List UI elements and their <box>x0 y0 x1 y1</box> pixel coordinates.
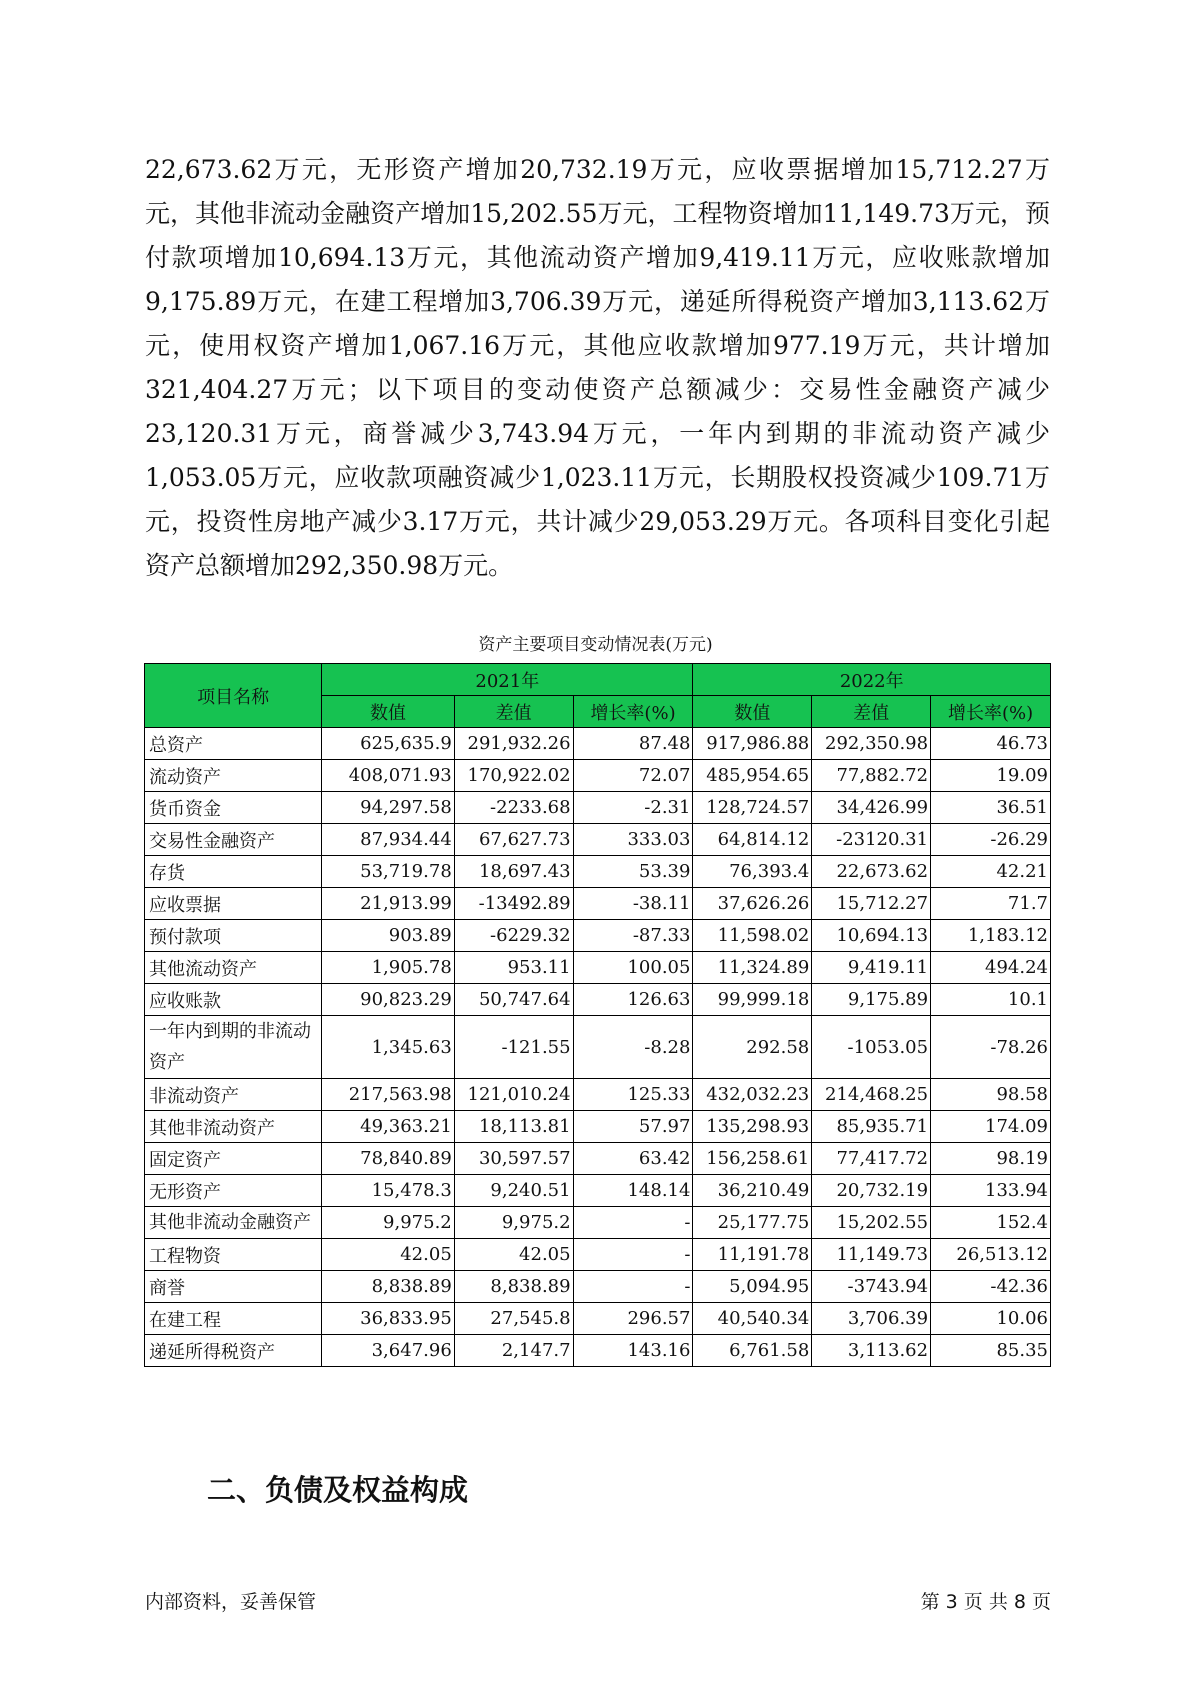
table-cell: 30,597.57 <box>454 1143 573 1175</box>
table-cell: -13492.89 <box>454 888 573 920</box>
table-cell: 10.06 <box>931 1303 1051 1335</box>
table-cell: -8.28 <box>573 1016 693 1079</box>
table-cell: 214,468.25 <box>812 1079 931 1111</box>
table-cell: 125.33 <box>573 1079 693 1111</box>
table-cell: 19.09 <box>931 760 1051 792</box>
table-cell: 87.48 <box>573 728 693 760</box>
table-row <box>145 856 1051 888</box>
table-cell: 917,986.88 <box>693 728 812 760</box>
table-cell: 135,298.93 <box>693 1111 812 1143</box>
row-item-name: 固定资产 <box>145 1143 322 1175</box>
table-row <box>145 1207 1051 1239</box>
table-body <box>145 728 1051 1367</box>
section-heading: 二、负债及权益构成 <box>207 1473 469 1507</box>
footer-page-number: 第 3 页 共 8 页 <box>920 1591 1051 1613</box>
table-cell: 6,761.58 <box>693 1335 812 1367</box>
table-cell: 53,719.78 <box>322 856 455 888</box>
table-row <box>145 888 1051 920</box>
table-cell: 5,094.95 <box>693 1271 812 1303</box>
table-cell: 25,177.75 <box>693 1207 812 1239</box>
table-cell: 18,113.81 <box>454 1111 573 1143</box>
table-cell: - <box>573 1207 693 1239</box>
table-cell: -26.29 <box>931 824 1051 856</box>
table-cell: 42.05 <box>454 1239 573 1271</box>
table-cell: -2.31 <box>573 792 693 824</box>
row-item-name: 应收票据 <box>145 888 322 920</box>
table-cell: 15,202.55 <box>812 1207 931 1239</box>
table-cell: 98.58 <box>931 1079 1051 1111</box>
table-row <box>145 984 1051 1016</box>
row-item-name: 货币资金 <box>145 792 322 824</box>
table-row <box>145 760 1051 792</box>
table-cell: 15,712.27 <box>812 888 931 920</box>
row-item-name: 存货 <box>145 856 322 888</box>
table-cell: 148.14 <box>573 1175 693 1207</box>
table-cell: 50,747.64 <box>454 984 573 1016</box>
table-cell: 291,932.26 <box>454 728 573 760</box>
table-row <box>145 952 1051 984</box>
body-paragraph: 22,673.62万元，无形资产增加20,732.19万元，应收票据增加15,712.27万元，其他非流动金融资产增加15,202.55万元，工程物资增加11,149.73万元，预付款项增加10,694.13万元，其他流动资产增加9,419.11万元，应收账款增加9,175.89万元，在建工程增加3,706.39万元，递延所得税资产增加3,113.62万元，使用权资产增加1,067.16万元，其他应收款增加977.19万元，共计增加321,404.27万元；以下项目的变动使资产总额减少：交易性金融资产减少23,120.31万元，商誉减少3,743.94万元，一年内到期的非流动资产减少1,053.05万元，应收款项融资减少1,023.11万元，长期股权投资减少109.71万元，投资性房地产减少3.17万元，共计减少29,053.29万元。各项科目变化引起资产总额增加292,350.98万元。 <box>145 155 1050 580</box>
table-cell: 15,478.3 <box>322 1175 455 1207</box>
column-header-year-2022: 2022年 <box>693 664 1051 696</box>
table-cell: 121,010.24 <box>454 1079 573 1111</box>
table-cell: 3,706.39 <box>812 1303 931 1335</box>
table-cell: 49,363.21 <box>322 1111 455 1143</box>
table-row <box>145 824 1051 856</box>
table-cell: 494.24 <box>931 952 1051 984</box>
table-cell: -38.11 <box>573 888 693 920</box>
table-cell: 903.89 <box>322 920 455 952</box>
table-cell: 296.57 <box>573 1303 693 1335</box>
row-item-name: 流动资产 <box>145 760 322 792</box>
table-row <box>145 920 1051 952</box>
table-row <box>145 792 1051 824</box>
column-header-value-2022: 数值 <box>693 696 812 728</box>
table-cell: 1,905.78 <box>322 952 455 984</box>
row-item-name: 递延所得税资产 <box>145 1335 322 1367</box>
row-item-name: 应收账款 <box>145 984 322 1016</box>
table-cell: - <box>573 1239 693 1271</box>
table-cell: -78.26 <box>931 1016 1051 1079</box>
row-item-name: 商誉 <box>145 1271 322 1303</box>
column-header-diff-2021: 差值 <box>454 696 573 728</box>
table-cell: 11,149.73 <box>812 1239 931 1271</box>
table-cell: 3,647.96 <box>322 1335 455 1367</box>
row-item-name: 一年内到期的非流动资产 <box>145 1016 322 1079</box>
table-cell: 53.39 <box>573 856 693 888</box>
table-cell: 67,627.73 <box>454 824 573 856</box>
table-cell: 26,513.12 <box>931 1239 1051 1271</box>
table-cell: 46.73 <box>931 728 1051 760</box>
table-row <box>145 1143 1051 1175</box>
table-cell: 9,240.51 <box>454 1175 573 1207</box>
table-cell: 3,113.62 <box>812 1335 931 1367</box>
table-cell: 37,626.26 <box>693 888 812 920</box>
row-item-name: 其他非流动金融资产 <box>145 1207 322 1239</box>
row-item-name: 预付款项 <box>145 920 322 952</box>
row-item-name: 在建工程 <box>145 1303 322 1335</box>
table-row <box>145 1239 1051 1271</box>
row-item-name: 其他非流动资产 <box>145 1111 322 1143</box>
table-cell: 10,694.13 <box>812 920 931 952</box>
table-cell: 78,840.89 <box>322 1143 455 1175</box>
table-row <box>145 1303 1051 1335</box>
table-cell: -3743.94 <box>812 1271 931 1303</box>
table-row <box>145 1175 1051 1207</box>
column-header-growth-2022: 增长率(%) <box>931 696 1051 728</box>
table-cell: 292,350.98 <box>812 728 931 760</box>
table-cell: 36.51 <box>931 792 1051 824</box>
table-cell: 21,913.99 <box>322 888 455 920</box>
table-cell: 8,838.89 <box>454 1271 573 1303</box>
table-cell: 170,922.02 <box>454 760 573 792</box>
table-cell: 2,147.7 <box>454 1335 573 1367</box>
column-header-name: 项目名称 <box>145 664 322 728</box>
table-cell: 9,975.2 <box>454 1207 573 1239</box>
table-cell: 42.21 <box>931 856 1051 888</box>
table-cell: 953.11 <box>454 952 573 984</box>
table-cell: 22,673.62 <box>812 856 931 888</box>
table-cell: -23120.31 <box>812 824 931 856</box>
table-cell: 27,545.8 <box>454 1303 573 1335</box>
table-cell: -1053.05 <box>812 1016 931 1079</box>
table-cell: 76,393.4 <box>693 856 812 888</box>
column-header-growth-2021: 增长率(%) <box>573 696 693 728</box>
asset-change-table <box>144 663 1051 1367</box>
table-cell: 333.03 <box>573 824 693 856</box>
table-cell: 292.58 <box>693 1016 812 1079</box>
table-caption: 资产主要项目变动情况表(万元) <box>478 635 713 655</box>
table-cell: 156,258.61 <box>693 1143 812 1175</box>
table-cell: 18,697.43 <box>454 856 573 888</box>
table-cell: 77,882.72 <box>812 760 931 792</box>
table-cell: 1,183.12 <box>931 920 1051 952</box>
table-cell: 64,814.12 <box>693 824 812 856</box>
table-cell: -42.36 <box>931 1271 1051 1303</box>
table-cell: 90,823.29 <box>322 984 455 1016</box>
table-cell: 128,724.57 <box>693 792 812 824</box>
column-header-year-2021: 2021年 <box>322 664 693 696</box>
table-cell: 408,071.93 <box>322 760 455 792</box>
table-cell: - <box>573 1271 693 1303</box>
table-row <box>145 1335 1051 1367</box>
table-cell: 34,426.99 <box>812 792 931 824</box>
row-item-name: 无形资产 <box>145 1175 322 1207</box>
table-cell: 87,934.44 <box>322 824 455 856</box>
table-cell: 94,297.58 <box>322 792 455 824</box>
table-row <box>145 1016 1051 1079</box>
table-cell: 85,935.71 <box>812 1111 931 1143</box>
table-row <box>145 1079 1051 1111</box>
table-cell: 57.97 <box>573 1111 693 1143</box>
table-cell: 217,563.98 <box>322 1079 455 1111</box>
table-cell: 42.05 <box>322 1239 455 1271</box>
table-cell: 133.94 <box>931 1175 1051 1207</box>
table-cell: 152.4 <box>931 1207 1051 1239</box>
table-row <box>145 728 1051 760</box>
table-cell: 8,838.89 <box>322 1271 455 1303</box>
footer-confidential-note: 内部资料，妥善保管 <box>145 1591 317 1613</box>
table-cell: -6229.32 <box>454 920 573 952</box>
header-row-years <box>145 664 1051 696</box>
table-cell: 40,540.34 <box>693 1303 812 1335</box>
row-item-name: 交易性金融资产 <box>145 824 322 856</box>
table-cell: 99,999.18 <box>693 984 812 1016</box>
table-cell: -121.55 <box>454 1016 573 1079</box>
table-cell: 11,324.89 <box>693 952 812 984</box>
column-header-value-2021: 数值 <box>322 696 455 728</box>
table-cell: 98.19 <box>931 1143 1051 1175</box>
table-cell: 126.63 <box>573 984 693 1016</box>
table-cell: 36,833.95 <box>322 1303 455 1335</box>
table-cell: 71.7 <box>931 888 1051 920</box>
column-header-diff-2022: 差值 <box>812 696 931 728</box>
table-cell: 36,210.49 <box>693 1175 812 1207</box>
table-cell: 20,732.19 <box>812 1175 931 1207</box>
table-cell: 63.42 <box>573 1143 693 1175</box>
table-cell: 10.1 <box>931 984 1051 1016</box>
table-cell: 85.35 <box>931 1335 1051 1367</box>
row-item-name: 工程物资 <box>145 1239 322 1271</box>
table-cell: 11,598.02 <box>693 920 812 952</box>
table-row <box>145 1111 1051 1143</box>
table-cell: 72.07 <box>573 760 693 792</box>
table-cell: 432,032.23 <box>693 1079 812 1111</box>
table-cell: -87.33 <box>573 920 693 952</box>
table-cell: -2233.68 <box>454 792 573 824</box>
table-cell: 174.09 <box>931 1111 1051 1143</box>
table-cell: 9,175.89 <box>812 984 931 1016</box>
table-cell: 77,417.72 <box>812 1143 931 1175</box>
table-cell: 1,345.63 <box>322 1016 455 1079</box>
table-cell: 143.16 <box>573 1335 693 1367</box>
table-cell: 9,419.11 <box>812 952 931 984</box>
row-item-name: 总资产 <box>145 728 322 760</box>
table-cell: 625,635.9 <box>322 728 455 760</box>
table-cell: 485,954.65 <box>693 760 812 792</box>
row-item-name: 其他流动资产 <box>145 952 322 984</box>
row-item-name: 非流动资产 <box>145 1079 322 1111</box>
table-cell: 11,191.78 <box>693 1239 812 1271</box>
table-row <box>145 1271 1051 1303</box>
table-cell: 100.05 <box>573 952 693 984</box>
table-cell: 9,975.2 <box>322 1207 455 1239</box>
